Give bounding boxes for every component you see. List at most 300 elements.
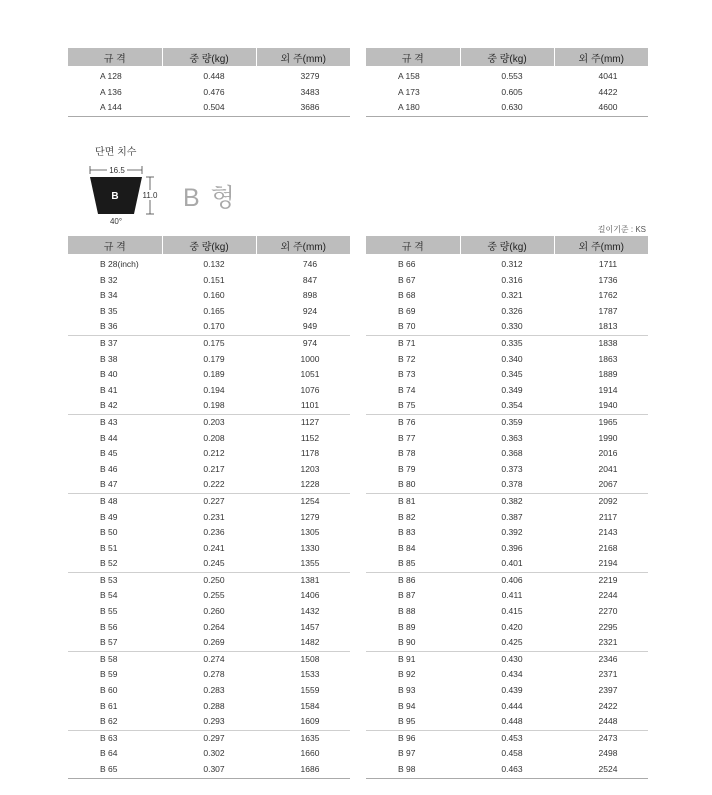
cell-weight: 0.378 xyxy=(460,477,554,493)
table-row xyxy=(366,667,648,683)
cell-spec: B 74 xyxy=(398,384,416,395)
table-row xyxy=(68,635,350,651)
cell-outer: 2244 xyxy=(598,590,618,601)
cell-weight: 0.382 xyxy=(501,495,523,506)
cell-spec: B 79 xyxy=(398,463,416,474)
cell-outer: 1279 xyxy=(300,511,320,522)
table-row xyxy=(68,714,350,730)
cell-outer: 1127 xyxy=(300,416,320,427)
cell-outer: 974 xyxy=(302,337,318,348)
table-row xyxy=(366,730,648,746)
cell-weight: 0.349 xyxy=(501,384,523,395)
cell-weight: 0.335 xyxy=(501,337,523,348)
cell-weight: 0.283 xyxy=(203,685,225,696)
cell-spec: B 76 xyxy=(398,416,416,427)
cell-spec: B 88 xyxy=(398,606,416,617)
cell-outer: 1533 xyxy=(300,669,320,680)
cell-spec: B 86 xyxy=(398,574,416,585)
cell-spec: B 78 xyxy=(398,448,416,459)
cell-outer: 1406 xyxy=(300,590,320,601)
cell-spec: B 63 xyxy=(100,732,118,743)
table-row xyxy=(366,588,648,604)
cell-outer: 1228 xyxy=(256,477,350,493)
cell-weight: 0.255 xyxy=(203,590,225,601)
header-outer: 외 주(mm) xyxy=(554,236,648,254)
cell-outer: 898 xyxy=(302,290,318,301)
cell-weight: 0.476 xyxy=(203,86,225,97)
cell-outer: 2473 xyxy=(598,732,618,743)
cell-outer: 4041 xyxy=(598,71,618,81)
cell-outer: 1965 xyxy=(598,416,618,427)
cell-weight: 0.222 xyxy=(162,477,256,493)
cell-spec: A 173 xyxy=(398,86,420,97)
cell-spec: B 95 xyxy=(366,714,460,730)
cell-weight: 0.630 xyxy=(460,100,554,116)
table-row xyxy=(68,620,350,636)
table-row xyxy=(68,446,350,462)
cell-spec: B 48 xyxy=(100,495,118,506)
cell-weight: 0.165 xyxy=(203,305,225,316)
table-row xyxy=(68,85,350,101)
cell-weight: 0.198 xyxy=(162,398,256,414)
cell-outer: 2498 xyxy=(598,748,618,759)
table-row xyxy=(68,683,350,699)
cell-weight: 0.345 xyxy=(501,369,523,380)
table-row xyxy=(366,352,648,368)
cell-outer: 847 xyxy=(302,274,318,285)
cell-spec: A 136 xyxy=(100,86,122,97)
cell-spec: B 69 xyxy=(398,305,416,316)
cell-spec: B 60 xyxy=(100,685,118,696)
cell-weight: 0.458 xyxy=(501,748,523,759)
table-row xyxy=(366,556,648,572)
table-row xyxy=(366,699,648,715)
table-row xyxy=(366,66,648,85)
cell-weight: 0.430 xyxy=(501,653,523,664)
table-row xyxy=(366,477,648,493)
cell-weight: 0.312 xyxy=(501,259,523,269)
cell-weight: 0.297 xyxy=(203,732,225,743)
cell-spec: B 70 xyxy=(366,319,460,335)
cell-weight: 0.236 xyxy=(203,527,225,538)
cell-outer: 949 xyxy=(256,319,350,335)
table-row xyxy=(68,335,350,351)
table-row xyxy=(68,588,350,604)
table-row xyxy=(68,414,350,430)
cell-outer: 2117 xyxy=(598,511,618,522)
cell-weight: 0.401 xyxy=(460,556,554,572)
cell-outer: 2295 xyxy=(598,621,618,632)
cell-weight: 0.132 xyxy=(203,259,225,269)
cell-weight: 0.217 xyxy=(203,463,225,474)
header-spec: 규 격 xyxy=(68,236,162,254)
cell-outer: 1635 xyxy=(300,732,320,743)
cell-weight: 0.189 xyxy=(203,369,225,380)
cell-spec: B 57 xyxy=(68,635,162,651)
cell-weight: 0.406 xyxy=(501,574,523,585)
cell-weight: 0.288 xyxy=(203,700,225,711)
cell-weight: 0.453 xyxy=(501,732,523,743)
cell-weight: 0.307 xyxy=(162,762,256,778)
header-weight: 중 량(kg) xyxy=(460,236,554,254)
cell-outer: 2143 xyxy=(598,527,618,538)
cell-weight: 0.293 xyxy=(162,714,256,730)
table-row xyxy=(366,493,648,509)
table-row xyxy=(68,254,350,273)
a-type-table-right xyxy=(366,48,648,117)
cell-outer: 746 xyxy=(302,259,318,269)
cell-spec: B 32 xyxy=(100,274,118,285)
table-row xyxy=(68,651,350,667)
cell-outer: 1203 xyxy=(300,463,320,474)
cell-weight: 0.260 xyxy=(203,606,225,617)
cell-spec: B 67 xyxy=(398,274,416,285)
cell-outer: 1584 xyxy=(300,700,320,711)
cell-weight: 0.274 xyxy=(203,653,225,664)
table-header-row xyxy=(366,48,648,66)
header-weight: 중 량(kg) xyxy=(162,48,256,66)
header-outer: 외 주(mm) xyxy=(554,48,648,66)
cell-weight: 0.250 xyxy=(203,574,225,585)
cell-spec: B 83 xyxy=(398,527,416,538)
table-row xyxy=(366,541,648,557)
table-row xyxy=(68,352,350,368)
cell-outer: 1000 xyxy=(300,353,320,364)
b-type-table-left xyxy=(68,236,350,779)
cell-spec: B 68 xyxy=(398,290,416,301)
cell-weight: 0.212 xyxy=(203,448,225,459)
section-badge: B xyxy=(111,191,119,202)
width-dimension-text: 16.5 xyxy=(109,166,125,175)
cell-spec: B 62 xyxy=(68,714,162,730)
cell-spec: B 84 xyxy=(398,542,416,553)
cell-outer: 1813 xyxy=(554,319,648,335)
table-row xyxy=(68,556,350,572)
cell-spec: B 72 xyxy=(398,353,416,364)
table-row xyxy=(366,746,648,762)
cell-outer: 1152 xyxy=(300,432,320,443)
b-type-table-right xyxy=(366,236,648,779)
cell-outer: 4600 xyxy=(554,100,648,116)
cell-spec: B 73 xyxy=(398,369,416,380)
cell-weight: 0.269 xyxy=(162,635,256,651)
table-row xyxy=(68,730,350,746)
cell-outer: 2270 xyxy=(598,606,618,617)
cell-outer: 1736 xyxy=(598,274,618,285)
cell-weight: 0.553 xyxy=(501,71,523,81)
belt-type-title: B 형 xyxy=(183,184,237,212)
cell-spec: B 52 xyxy=(68,556,162,572)
cell-outer: 1609 xyxy=(256,714,350,730)
cell-spec: B 53 xyxy=(100,574,118,585)
cell-spec: B 42 xyxy=(68,398,162,414)
cell-spec: B 51 xyxy=(100,542,118,553)
table-row xyxy=(366,762,648,778)
table-row xyxy=(366,525,648,541)
cell-spec: B 77 xyxy=(398,432,416,443)
cell-spec: B 47 xyxy=(68,477,162,493)
table-row xyxy=(68,762,350,778)
cell-spec: B 93 xyxy=(398,685,416,696)
header-outer: 외 주(mm) xyxy=(256,48,350,66)
cell-outer: 1381 xyxy=(300,574,320,585)
cell-spec: B 66 xyxy=(398,259,416,269)
table-row xyxy=(68,746,350,762)
table-row xyxy=(68,541,350,557)
cell-weight: 0.504 xyxy=(162,100,256,116)
height-dimension-text: 11.0 xyxy=(142,191,158,200)
cell-outer: 3483 xyxy=(300,86,320,97)
cell-spec: B 65 xyxy=(68,762,162,778)
table-row xyxy=(366,462,648,478)
cell-weight: 0.354 xyxy=(460,398,554,414)
cell-outer: 1787 xyxy=(598,305,618,316)
cell-spec: B 41 xyxy=(100,384,118,395)
cell-outer: 2041 xyxy=(598,463,618,474)
header-spec: 규 격 xyxy=(366,236,460,254)
cell-outer: 2067 xyxy=(554,477,648,493)
cell-outer: 1076 xyxy=(300,384,320,395)
table-row xyxy=(366,683,648,699)
cell-spec: B 34 xyxy=(100,290,118,301)
cell-spec: B 49 xyxy=(100,511,118,522)
table-row xyxy=(68,493,350,509)
cell-outer: 2422 xyxy=(598,700,618,711)
cell-spec: B 54 xyxy=(100,590,118,601)
table-row xyxy=(366,651,648,667)
table-row xyxy=(68,66,350,85)
table-row xyxy=(366,714,648,730)
cell-outer: 2346 xyxy=(598,653,618,664)
cell-outer: 1686 xyxy=(256,762,350,778)
table-row xyxy=(68,699,350,715)
table-row xyxy=(366,367,648,383)
cell-outer: 2168 xyxy=(598,542,618,553)
table-row xyxy=(366,319,648,335)
table-row xyxy=(366,398,648,414)
cell-weight: 0.194 xyxy=(203,384,225,395)
cell-spec: A 180 xyxy=(366,100,460,116)
cell-weight: 0.448 xyxy=(460,714,554,730)
cell-weight: 0.326 xyxy=(501,305,523,316)
cell-weight: 0.396 xyxy=(501,542,523,553)
cell-weight: 0.245 xyxy=(162,556,256,572)
cell-outer: 1508 xyxy=(300,653,320,664)
header-spec: 규 격 xyxy=(366,48,460,66)
cell-spec: B 36 xyxy=(68,319,162,335)
table-row xyxy=(366,446,648,462)
cell-spec: B 64 xyxy=(100,748,118,759)
cell-outer: 1711 xyxy=(598,259,618,269)
cell-weight: 0.444 xyxy=(501,700,523,711)
cell-outer: 2397 xyxy=(598,685,618,696)
table-row xyxy=(68,304,350,320)
section-dimension-label: 단면 치수 xyxy=(95,147,137,158)
cell-weight: 0.363 xyxy=(501,432,523,443)
cell-weight: 0.241 xyxy=(203,542,225,553)
cell-outer: 1254 xyxy=(300,495,320,506)
table-row xyxy=(366,335,648,351)
a-type-table-left xyxy=(68,48,350,117)
cell-weight: 0.160 xyxy=(203,290,225,301)
cell-outer: 3686 xyxy=(256,100,350,116)
cell-weight: 0.179 xyxy=(203,353,225,364)
table-row xyxy=(68,431,350,447)
cell-outer: 1101 xyxy=(256,398,350,414)
cell-spec: B 97 xyxy=(398,748,416,759)
table-row xyxy=(68,525,350,541)
cell-weight: 0.463 xyxy=(460,762,554,778)
table-row xyxy=(366,635,648,651)
cell-outer: 2524 xyxy=(554,762,648,778)
cell-weight: 0.321 xyxy=(501,290,523,301)
cell-weight: 0.411 xyxy=(501,590,523,601)
cell-outer: 1051 xyxy=(300,369,320,380)
cell-spec: B 81 xyxy=(398,495,416,506)
cell-weight: 0.425 xyxy=(460,635,554,651)
cell-outer: 1660 xyxy=(300,748,320,759)
cell-weight: 0.170 xyxy=(162,319,256,335)
cell-spec: B 89 xyxy=(398,621,416,632)
header-weight: 중 량(kg) xyxy=(162,236,256,254)
table-row xyxy=(366,85,648,101)
cell-weight: 0.208 xyxy=(203,432,225,443)
cell-spec: B 87 xyxy=(398,590,416,601)
table-row xyxy=(366,604,648,620)
cell-weight: 0.392 xyxy=(501,527,523,538)
cell-outer: 2371 xyxy=(598,669,618,680)
cell-spec: B 55 xyxy=(100,606,118,617)
cell-spec: B 37 xyxy=(100,337,118,348)
cell-spec: B 75 xyxy=(366,398,460,414)
table-row xyxy=(68,398,350,414)
cell-weight: 0.316 xyxy=(501,274,523,285)
table-row xyxy=(68,572,350,588)
table-row xyxy=(366,254,648,273)
cell-weight: 0.264 xyxy=(203,621,225,632)
length-standard-note: 길이기준 : KS xyxy=(597,225,646,234)
cell-spec: B 43 xyxy=(100,416,118,427)
table-header-row xyxy=(366,236,648,254)
cell-weight: 0.330 xyxy=(460,319,554,335)
cell-spec: B 71 xyxy=(398,337,416,348)
table-row xyxy=(68,604,350,620)
cell-spec: B 96 xyxy=(398,732,416,743)
table-row xyxy=(68,510,350,526)
table-row xyxy=(68,100,350,116)
cell-outer: 2194 xyxy=(554,556,648,572)
cell-weight: 0.175 xyxy=(203,337,225,348)
cell-spec: B 28(inch) xyxy=(100,259,139,269)
table-row xyxy=(366,620,648,636)
cell-spec: B 59 xyxy=(100,669,118,680)
table-row xyxy=(68,667,350,683)
cell-weight: 0.605 xyxy=(501,86,523,97)
table-row xyxy=(366,414,648,430)
cell-spec: B 80 xyxy=(366,477,460,493)
cell-spec: B 46 xyxy=(100,463,118,474)
cell-weight: 0.415 xyxy=(501,606,523,617)
cell-outer: 1914 xyxy=(598,384,618,395)
cell-outer: 1330 xyxy=(300,542,320,553)
table-row xyxy=(68,462,350,478)
cell-outer: 1559 xyxy=(300,685,320,696)
table-row xyxy=(68,288,350,304)
cell-outer: 2219 xyxy=(598,574,618,585)
table-row xyxy=(68,383,350,399)
cell-spec: B 35 xyxy=(100,305,118,316)
cell-spec: B 91 xyxy=(398,653,416,664)
cell-outer: 2448 xyxy=(554,714,648,730)
cell-outer: 1432 xyxy=(300,606,320,617)
table-row xyxy=(68,367,350,383)
cell-spec: B 44 xyxy=(100,432,118,443)
belt-cross-section-diagram xyxy=(80,158,160,228)
header-weight: 중 량(kg) xyxy=(460,48,554,66)
cell-weight: 0.278 xyxy=(203,669,225,680)
cell-outer: 1355 xyxy=(256,556,350,572)
table-row xyxy=(366,572,648,588)
cell-outer: 2092 xyxy=(598,495,618,506)
table-header-row xyxy=(68,236,350,254)
cell-weight: 0.302 xyxy=(203,748,225,759)
cell-spec: B 45 xyxy=(100,448,118,459)
cell-spec: B 40 xyxy=(100,369,118,380)
cell-spec: B 82 xyxy=(398,511,416,522)
cell-weight: 0.439 xyxy=(501,685,523,696)
cell-spec: B 92 xyxy=(398,669,416,680)
cell-weight: 0.340 xyxy=(501,353,523,364)
cell-spec: B 58 xyxy=(100,653,118,664)
cell-spec: B 85 xyxy=(366,556,460,572)
table-row xyxy=(366,431,648,447)
cell-weight: 0.373 xyxy=(501,463,523,474)
cell-outer: 924 xyxy=(302,305,318,316)
cell-outer: 1940 xyxy=(554,398,648,414)
cell-weight: 0.359 xyxy=(501,416,523,427)
table-header-row xyxy=(68,48,350,66)
cell-outer: 1863 xyxy=(598,353,618,364)
cell-spec: A 128 xyxy=(100,71,122,81)
cell-spec: B 56 xyxy=(100,621,118,632)
cell-weight: 0.231 xyxy=(203,511,225,522)
cell-outer: 2016 xyxy=(598,448,618,459)
cell-outer: 1889 xyxy=(598,369,618,380)
cell-weight: 0.203 xyxy=(203,416,225,427)
angle-text: 40° xyxy=(109,217,123,226)
cell-weight: 0.387 xyxy=(501,511,523,522)
cell-outer: 1457 xyxy=(300,621,320,632)
cell-weight: 0.368 xyxy=(501,448,523,459)
cell-weight: 0.151 xyxy=(203,274,225,285)
table-row xyxy=(366,273,648,289)
table-row xyxy=(366,510,648,526)
cell-spec: B 38 xyxy=(100,353,118,364)
table-row xyxy=(68,319,350,335)
cell-outer: 3279 xyxy=(300,71,320,81)
cell-weight: 0.434 xyxy=(501,669,523,680)
header-outer: 외 주(mm) xyxy=(256,236,350,254)
table-row xyxy=(68,477,350,493)
cell-outer: 1305 xyxy=(300,527,320,538)
cell-outer: 1762 xyxy=(598,290,618,301)
cell-weight: 0.448 xyxy=(203,71,225,81)
cell-spec: B 90 xyxy=(366,635,460,651)
header-spec: 규 격 xyxy=(68,48,162,66)
table-row xyxy=(68,273,350,289)
cell-spec: B 50 xyxy=(100,527,118,538)
cell-outer: 1838 xyxy=(598,337,618,348)
